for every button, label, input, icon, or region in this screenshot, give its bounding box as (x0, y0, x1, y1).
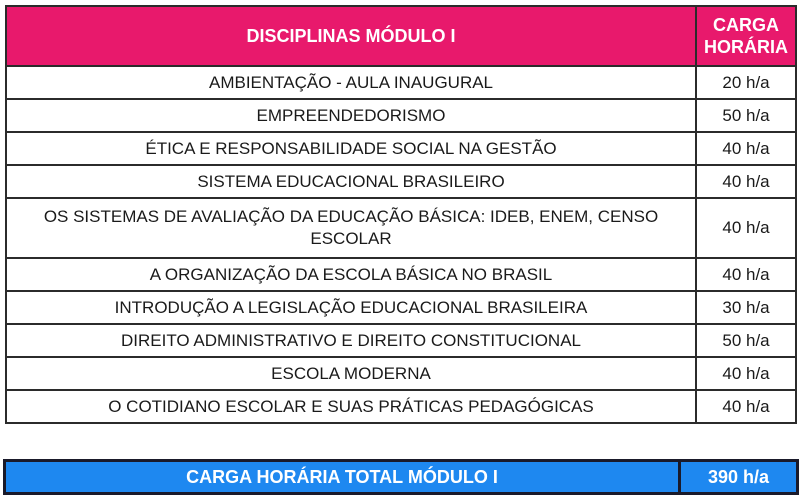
total-value: 390 h/a (680, 461, 798, 494)
table-row (6, 291, 796, 324)
total-row (5, 461, 798, 494)
hours-header-line1: CARGA (713, 15, 779, 35)
table-row (6, 99, 796, 132)
table-row (6, 390, 796, 423)
hours-cell: 40 h/a (696, 165, 796, 198)
hours-cell: 50 h/a (696, 324, 796, 357)
discipline-cell: EMPREENDEDORISMO (6, 99, 696, 132)
table-header-row (6, 6, 796, 66)
disciplines-header: DISCIPLINAS MÓDULO I (6, 6, 696, 66)
table-row (6, 198, 796, 258)
hours-cell: 40 h/a (696, 258, 796, 291)
discipline-cell: DIREITO ADMINISTRATIVO E DIREITO CONSTITUCIONAL (6, 324, 696, 357)
hours-cell: 20 h/a (696, 66, 796, 99)
discipline-cell: ESCOLA MODERNA (6, 357, 696, 390)
hours-cell: 40 h/a (696, 390, 796, 423)
total-table (3, 459, 799, 495)
hours-cell: 40 h/a (696, 198, 796, 258)
discipline-cell: O COTIDIANO ESCOLAR E SUAS PRÁTICAS PEDAGÓGICAS (6, 390, 696, 423)
table-row (6, 66, 796, 99)
discipline-cell: SISTEMA EDUCACIONAL BRASILEIRO (6, 165, 696, 198)
total-label: CARGA HORÁRIA TOTAL MÓDULO I (5, 461, 680, 494)
hours-cell: 40 h/a (696, 357, 796, 390)
table-row (6, 258, 796, 291)
discipline-cell: AMBIENTAÇÃO - AULA INAUGURAL (6, 66, 696, 99)
table-row (6, 324, 796, 357)
table-row (6, 165, 796, 198)
hours-cell: 30 h/a (696, 291, 796, 324)
discipline-cell: OS SISTEMAS DE AVALIAÇÃO DA EDUCAÇÃO BÁSICA: IDEB, ENEM, CENSO ESCOLAR (6, 198, 696, 258)
table-row (6, 357, 796, 390)
discipline-cell: INTRODUÇÃO A LEGISLAÇÃO EDUCACIONAL BRASILEIRA (6, 291, 696, 324)
disciplines-table (5, 5, 797, 424)
hours-header-line2: HORÁRIA (704, 37, 788, 57)
hours-cell: 50 h/a (696, 99, 796, 132)
hours-cell: 40 h/a (696, 132, 796, 165)
discipline-cell: A ORGANIZAÇÃO DA ESCOLA BÁSICA NO BRASIL (6, 258, 696, 291)
hours-header (696, 6, 796, 66)
table-row (6, 132, 796, 165)
discipline-cell: ÉTICA E RESPONSABILIDADE SOCIAL NA GESTÃO (6, 132, 696, 165)
